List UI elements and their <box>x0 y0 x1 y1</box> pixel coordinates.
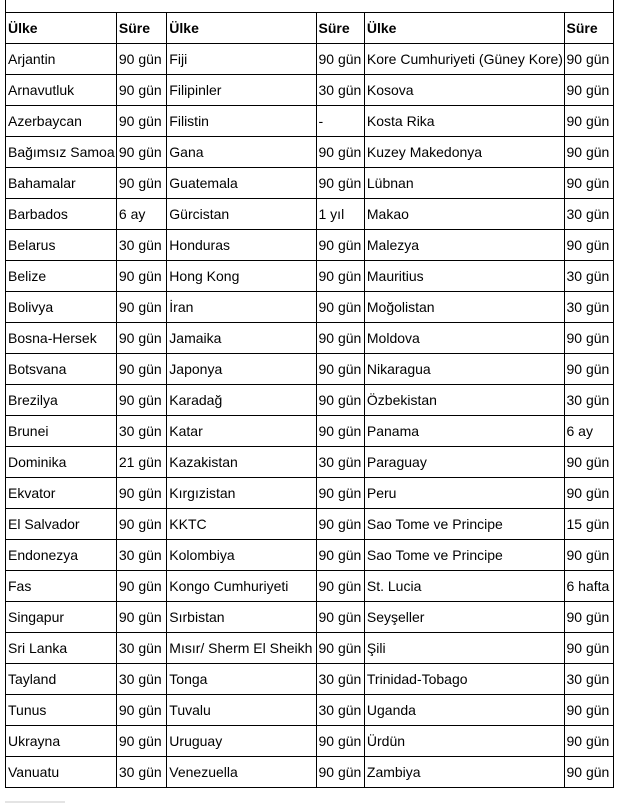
table-row <box>6 168 614 199</box>
duration-cell: 90 gün <box>316 230 364 261</box>
duration-cell: 90 gün <box>316 261 364 292</box>
duration-cell: 90 gün <box>316 416 364 447</box>
duration-cell: 30 gün <box>316 695 364 726</box>
duration-cell: 90 gün <box>116 602 166 633</box>
duration-cell: 30 gün <box>316 75 364 106</box>
duration-cell: 90 gün <box>316 292 364 323</box>
country-cell: Peru <box>364 478 564 509</box>
duration-cell: 90 gün <box>316 602 364 633</box>
table-row <box>6 633 614 664</box>
table-row <box>6 137 614 168</box>
country-cell: Belarus <box>6 230 117 261</box>
country-cell: Paraguay <box>364 447 564 478</box>
country-cell: Vanuatu <box>6 757 117 788</box>
table-row <box>6 540 614 571</box>
country-cell: Fas <box>6 571 117 602</box>
country-cell: Barbados <box>6 199 117 230</box>
country-cell: Azerbaycan <box>6 106 117 137</box>
table-row <box>6 757 614 788</box>
header-duration-2: Süre <box>316 13 364 44</box>
country-cell: Ukrayna <box>6 726 117 757</box>
duration-cell: 90 gün <box>116 261 166 292</box>
header-country-2: Ülke <box>167 13 316 44</box>
table-row <box>6 571 614 602</box>
country-cell: Gana <box>167 137 316 168</box>
duration-cell: 90 gün <box>316 757 364 788</box>
duration-cell: 90 gün <box>564 633 614 664</box>
table-row <box>6 292 614 323</box>
country-cell: Botsvana <box>6 354 117 385</box>
country-cell: Trinidad-Tobago <box>364 664 564 695</box>
country-cell: Tunus <box>6 695 117 726</box>
duration-cell: 30 gün <box>116 757 166 788</box>
table-row <box>6 44 614 75</box>
duration-cell: 90 gün <box>564 757 614 788</box>
duration-cell: 90 gün <box>564 354 614 385</box>
country-cell: Kırgızistan <box>167 478 316 509</box>
duration-cell: 90 gün <box>564 323 614 354</box>
table-row <box>6 354 614 385</box>
country-cell: Filipinler <box>167 75 316 106</box>
duration-cell: 90 gün <box>316 633 364 664</box>
table-row <box>6 199 614 230</box>
duration-cell: 90 gün <box>316 478 364 509</box>
country-cell: Panama <box>364 416 564 447</box>
country-cell: El Salvador <box>6 509 117 540</box>
duration-cell: 90 gün <box>316 540 364 571</box>
duration-cell: 90 gün <box>316 137 364 168</box>
duration-cell: 90 gün <box>564 106 614 137</box>
country-cell: Sao Tome ve Principe <box>364 509 564 540</box>
duration-cell: 30 gün <box>116 230 166 261</box>
duration-cell: 90 gün <box>316 726 364 757</box>
country-cell: Bolivya <box>6 292 117 323</box>
duration-cell: 15 gün <box>564 509 614 540</box>
duration-cell: - <box>316 106 364 137</box>
country-cell: Kosova <box>364 75 564 106</box>
country-cell: Tuvalu <box>167 695 316 726</box>
country-cell: Bahamalar <box>6 168 117 199</box>
table-row <box>6 447 614 478</box>
duration-cell: 90 gün <box>564 137 614 168</box>
country-cell: Ürdün <box>364 726 564 757</box>
table-row <box>6 478 614 509</box>
country-cell: Filistin <box>167 106 316 137</box>
table-row <box>6 416 614 447</box>
country-cell: Japonya <box>167 354 316 385</box>
table-row <box>6 664 614 695</box>
duration-cell: 90 gün <box>564 230 614 261</box>
duration-cell: 90 gün <box>564 478 614 509</box>
country-cell: Endonezya <box>6 540 117 571</box>
table-row <box>6 602 614 633</box>
duration-cell: 90 gün <box>316 385 364 416</box>
duration-cell: 6 ay <box>564 416 614 447</box>
country-cell: Honduras <box>167 230 316 261</box>
country-cell: Kongo Cumhuriyeti <box>167 571 316 602</box>
duration-cell: 90 gün <box>564 602 614 633</box>
country-cell: Sao Tome ve Principe <box>364 540 564 571</box>
visa-table-container <box>5 0 614 788</box>
table-top-strip <box>6 0 614 13</box>
duration-cell: 90 gün <box>116 695 166 726</box>
table-body <box>6 44 614 788</box>
country-cell: Seyşeller <box>364 602 564 633</box>
country-cell: Bosna-Hersek <box>6 323 117 354</box>
duration-cell: 90 gün <box>316 571 364 602</box>
duration-cell: 6 ay <box>116 199 166 230</box>
header-country-3: Ülke <box>364 13 564 44</box>
table-row <box>6 385 614 416</box>
duration-cell: 30 gün <box>116 540 166 571</box>
country-cell: St. Lucia <box>364 571 564 602</box>
duration-cell: 90 gün <box>116 137 166 168</box>
duration-cell: 90 gün <box>316 323 364 354</box>
country-cell: Moğolistan <box>364 292 564 323</box>
country-cell: Lübnan <box>364 168 564 199</box>
visa-free-countries-table <box>5 0 614 788</box>
header-duration-3: Süre <box>564 13 614 44</box>
duration-cell: 90 gün <box>116 354 166 385</box>
country-cell: Fiji <box>167 44 316 75</box>
duration-cell: 30 gün <box>564 199 614 230</box>
duration-cell: 30 gün <box>564 292 614 323</box>
country-cell: Brunei <box>6 416 117 447</box>
country-cell: Arjantin <box>6 44 117 75</box>
duration-cell: 90 gün <box>116 292 166 323</box>
table-row <box>6 261 614 292</box>
duration-cell: 90 gün <box>116 168 166 199</box>
table-row <box>6 726 614 757</box>
country-cell: Mauritius <box>364 261 564 292</box>
header-row <box>6 13 614 44</box>
country-cell: Ekvator <box>6 478 117 509</box>
country-cell: Belize <box>6 261 117 292</box>
duration-cell: 90 gün <box>116 726 166 757</box>
country-cell: Tonga <box>167 664 316 695</box>
duration-cell: 30 gün <box>316 447 364 478</box>
duration-cell: 1 yıl <box>316 199 364 230</box>
duration-cell: 90 gün <box>316 44 364 75</box>
duration-cell: 90 gün <box>564 695 614 726</box>
country-cell: Singapur <box>6 602 117 633</box>
duration-cell: 90 gün <box>564 75 614 106</box>
country-cell: Karadağ <box>167 385 316 416</box>
duration-cell: 90 gün <box>116 478 166 509</box>
country-cell: Şili <box>364 633 564 664</box>
duration-cell: 90 gün <box>564 168 614 199</box>
country-cell: Kolombiya <box>167 540 316 571</box>
country-cell: Bağımsız Samoa <box>6 137 117 168</box>
country-cell: Arnavutluk <box>6 75 117 106</box>
duration-cell: 90 gün <box>564 540 614 571</box>
header-country-1: Ülke <box>6 13 117 44</box>
duration-cell: 90 gün <box>116 75 166 106</box>
country-cell: Uganda <box>364 695 564 726</box>
country-cell: Kazakistan <box>167 447 316 478</box>
duration-cell: 6 hafta <box>564 571 614 602</box>
table-top-cell <box>6 0 614 13</box>
table-row <box>6 323 614 354</box>
duration-cell: 90 gün <box>316 509 364 540</box>
duration-cell: 30 gün <box>116 416 166 447</box>
duration-cell: 90 gün <box>116 44 166 75</box>
table-row <box>6 230 614 261</box>
country-cell: Kuzey Makedonya <box>364 137 564 168</box>
country-cell: Mısır/ Sherm El Sheikh <box>167 633 316 664</box>
country-cell: Moldova <box>364 323 564 354</box>
duration-cell: 90 gün <box>316 354 364 385</box>
duration-cell: 30 gün <box>316 664 364 695</box>
duration-cell: 90 gün <box>316 168 364 199</box>
country-cell: Brezilya <box>6 385 117 416</box>
country-cell: Tayland <box>6 664 117 695</box>
country-cell: Guatemala <box>167 168 316 199</box>
duration-cell: 90 gün <box>116 385 166 416</box>
table-row <box>6 106 614 137</box>
duration-cell: 30 gün <box>564 664 614 695</box>
duration-cell: 90 gün <box>564 447 614 478</box>
country-cell: Kosta Rika <box>364 106 564 137</box>
duration-cell: 30 gün <box>564 261 614 292</box>
country-cell: Katar <box>167 416 316 447</box>
duration-cell: 90 gün <box>116 323 166 354</box>
bottom-scroll-hint <box>5 801 65 803</box>
country-cell: Venezuella <box>167 757 316 788</box>
country-cell: Makao <box>364 199 564 230</box>
country-cell: Nikaragua <box>364 354 564 385</box>
country-cell: Malezya <box>364 230 564 261</box>
country-cell: Hong Kong <box>167 261 316 292</box>
header-duration-1: Süre <box>116 13 166 44</box>
table-row <box>6 695 614 726</box>
country-cell: Jamaika <box>167 323 316 354</box>
duration-cell: 90 gün <box>564 44 614 75</box>
country-cell: Gürcistan <box>167 199 316 230</box>
duration-cell: 90 gün <box>116 571 166 602</box>
country-cell: Uruguay <box>167 726 316 757</box>
country-cell: Dominika <box>6 447 117 478</box>
country-cell: Özbekistan <box>364 385 564 416</box>
duration-cell: 90 gün <box>116 106 166 137</box>
table-row <box>6 75 614 106</box>
country-cell: Sırbistan <box>167 602 316 633</box>
duration-cell: 30 gün <box>564 385 614 416</box>
country-cell: İran <box>167 292 316 323</box>
table-row <box>6 509 614 540</box>
duration-cell: 90 gün <box>564 726 614 757</box>
duration-cell: 30 gün <box>116 664 166 695</box>
country-cell: Kore Cumhuriyeti (Güney Kore) <box>364 44 564 75</box>
country-cell: Zambiya <box>364 757 564 788</box>
country-cell: Sri Lanka <box>6 633 117 664</box>
duration-cell: 30 gün <box>116 633 166 664</box>
country-cell: KKTC <box>167 509 316 540</box>
duration-cell: 21 gün <box>116 447 166 478</box>
duration-cell: 90 gün <box>116 509 166 540</box>
